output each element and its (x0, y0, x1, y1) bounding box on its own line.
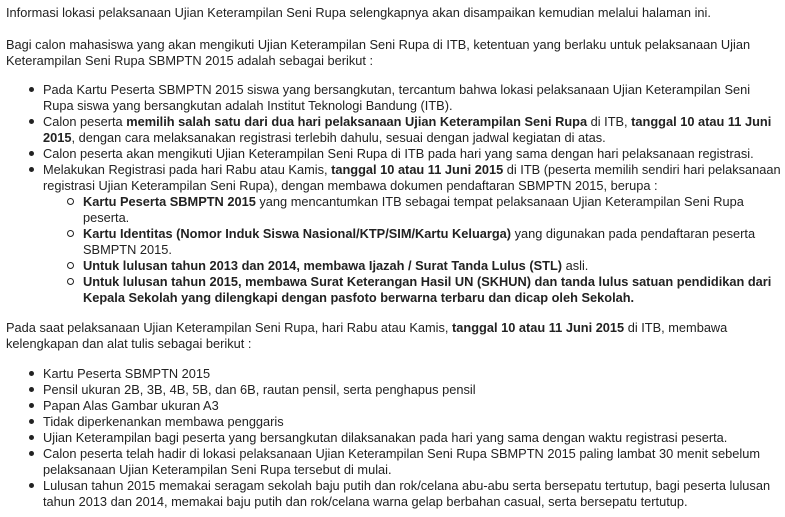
intro-paragraph: Informasi lokasi pelaksanaan Ujian Keterampilan Seni Rupa selengkapnya akan disampaikan kemudian melalui halaman ini. (6, 5, 711, 20)
list-item: Tidak diperkenankan membawa penggaris (29, 414, 781, 430)
list-item: Calon peserta akan mengikuti Ujian Keterampilan Seni Rupa di ITB pada hari yang sama dengan hari pelaksanaan registrasi. (29, 146, 781, 162)
exam-supplies-list (29, 366, 781, 510)
list-item: Calon peserta memilih salah satu dari dua hari pelaksanaan Ujian Keterampilan Seni Rupa di ITB, tanggal 10 atau 11 Juni 2015, dengan cara melaksanakan registrasi terlebih dahulu, sesuai dengan jadwal kegiatan di atas. (29, 114, 781, 146)
list-item: Kartu Identitas (Nomor Induk Siswa Nasional/KTP/SIM/Kartu Keluarga) yang digunakan pada pendaftaran peserta SBMPTN 2015. (67, 226, 781, 258)
list-item: Melakukan Registrasi pada hari Rabu atau Kamis, tanggal 10 atau 11 Juni 2015 di ITB (peserta memilih sendiri hari pelaksanaan registrasi Ujian Keterampilan Seni Rupa), dengan membawa dokumen pendaftaran SBMPTN 2015, berupa : Kartu Peserta SBMPTN 2015 yang mencantumkan ITB sebagai tempat pelaksanaan Ujian Keterampilan Seni Rupa peserta. Kartu Identitas (Nomor Induk Siswa Nasional/KTP/SIM/Kartu Keluarga) yang digunakan pada pendaftaran peserta SBMPTN 2015. Untuk lulusan tahun 2013 dan 2014, membawa Ijazah / Surat Tanda Lulus (STL) asli. Untuk lulusan tahun 2015, membawa Surat Keterangan Hasil UN (SKHUN) dan tanda lulus satuan pendidikan dari Kepala Sekolah yang dilengkapi dengan pasfoto berwarna terbaru dan dicap oleh Sekolah. (29, 162, 781, 306)
registration-documents-list (43, 194, 781, 306)
list-item: Lulusan tahun 2015 memakai seragam sekolah baju putih dan rok/celana abu-abu serta bersepatu tertutup, bagi peserta lulusan tahun 2013 dan 2014, memakai baju putih dan rok/celana warna gelap berbahan casual, serta bersepatu tertutup. (29, 478, 781, 510)
list-item: Kartu Peserta SBMPTN 2015 yang mencantumkan ITB sebagai tempat pelaksanaan Ujian Keterampilan Seni Rupa peserta. (67, 194, 781, 226)
list-item: Calon peserta telah hadir di lokasi pelaksanaan Ujian Keterampilan Seni Rupa SBMPTN 2015 paling lambat 30 menit sebelum pelaksanaan Ujian Keterampilan Seni Rupa tersebut di mulai. (29, 446, 781, 478)
exam-day-paragraph: Pada saat pelaksanaan Ujian Keterampilan Seni Rupa, hari Rabu atau Kamis, tanggal 10 atau 11 Juni 2015 di ITB, membawa kelengkapan dan alat tulis sebagai berikut : (6, 320, 728, 351)
list-item: Pensil ukuran 2B, 3B, 4B, 5B, dan 6B, rautan pensil, serta penghapus pensil (29, 382, 781, 398)
registration-rules-list (29, 82, 781, 306)
requirements-intro-paragraph: Bagi calon mahasiswa yang akan mengikuti Ujian Keterampilan Seni Rupa di ITB, ketentuan yang berlaku untuk pelaksanaan Ujian Keterampilan Seni Rupa SBMPTN 2015 adalah sebagai berikut : (6, 37, 751, 68)
list-item: Untuk lulusan tahun 2015, membawa Surat Keterangan Hasil UN (SKHUN) dan tanda lulus satuan pendidikan dari Kepala Sekolah yang dilengkapi dengan pasfoto berwarna terbaru dan dicap oleh Sekolah. (67, 274, 781, 306)
list-item: Papan Alas Gambar ukuran A3 (29, 398, 781, 414)
list-item: Ujian Keterampilan bagi peserta yang bersangkutan dilaksanakan pada hari yang sama dengan waktu registrasi peserta. (29, 430, 781, 446)
list-item: Untuk lulusan tahun 2013 dan 2014, membawa Ijazah / Surat Tanda Lulus (STL) asli. (67, 258, 781, 274)
list-item: Kartu Peserta SBMPTN 2015 (29, 366, 781, 382)
list-item: Pada Kartu Peserta SBMPTN 2015 siswa yang bersangkutan, tercantum bahwa lokasi pelaksanaan Ujian Keterampilan Seni Rupa siswa yang bersangkutan adalah Institut Teknologi Bandung (ITB). (29, 82, 781, 114)
